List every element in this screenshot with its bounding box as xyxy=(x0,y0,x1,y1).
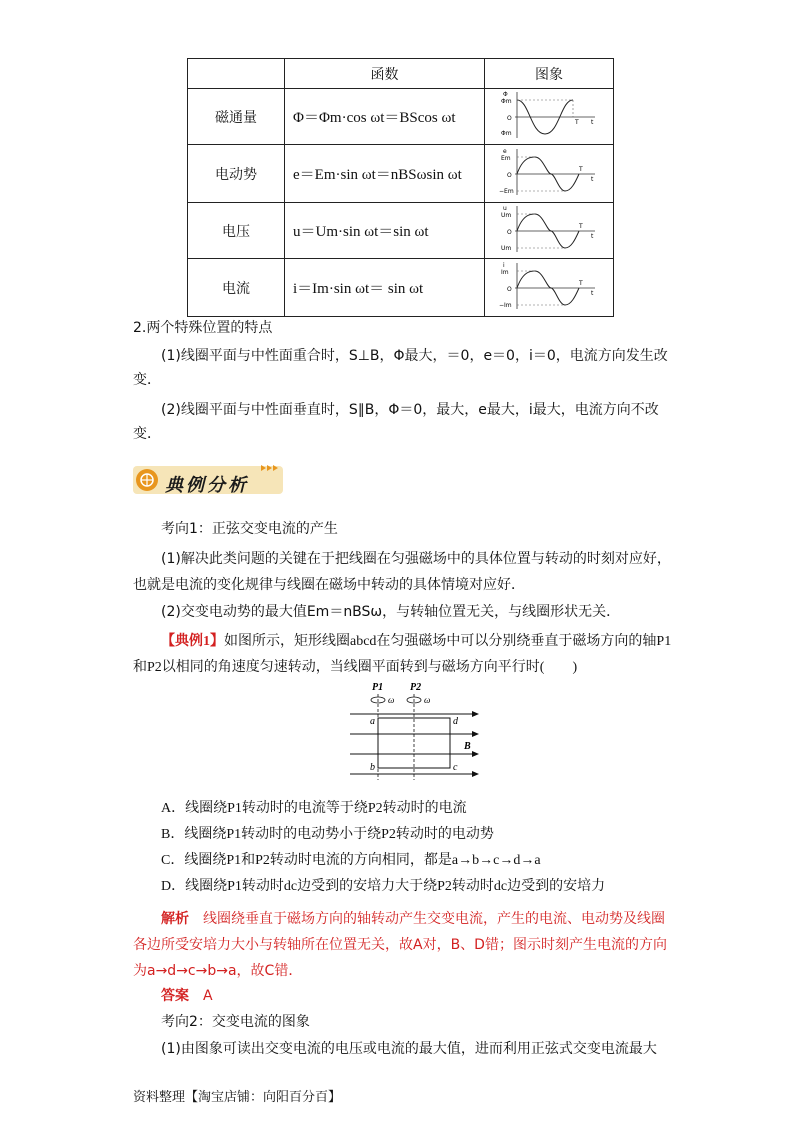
answer-value: A xyxy=(203,988,213,1004)
sin-graph xyxy=(499,261,599,311)
row-name: 电动势 xyxy=(188,145,285,203)
sin-graph xyxy=(499,147,599,197)
paragraph: (1)由图象可读出交变电流的电压或电流的最大值，进而利用正弦式交变电流最大 xyxy=(161,1041,657,1057)
graph-axis-label: i xyxy=(503,261,505,269)
row-formula: e＝Em·sin ωt＝nBSωsin ωt xyxy=(285,145,485,203)
graph-t-label: T xyxy=(579,222,583,230)
answer-label: 答案 xyxy=(161,988,189,1004)
graph-origin-label: O xyxy=(507,171,512,179)
row-name: 电压 xyxy=(188,203,285,259)
graph-min-label: −Em xyxy=(499,187,514,195)
table-row xyxy=(188,259,614,317)
label-a: a xyxy=(370,716,375,727)
graph-cell xyxy=(485,259,614,317)
answer xyxy=(161,986,673,1006)
graph-time-label: t xyxy=(591,232,594,240)
graph-t-label: T xyxy=(579,279,583,287)
graph-min-label: −Im xyxy=(499,301,512,309)
label-B: B xyxy=(464,741,471,752)
graph-min-label: Φm xyxy=(501,129,512,137)
analysis-text: 线圈绕垂直于磁场方向的轴转动产生交变电流，产生的电流、电动势及线圈各边所受安培力大小与转轴所在位置无关，故A对，B、D错；图示时刻产生电流的方向为a→d→c→b→a，故C错． xyxy=(133,911,667,979)
analysis xyxy=(133,906,673,984)
label-omega: ω xyxy=(424,695,431,705)
option-c: C．线圈绕P1和P2转动时电流的方向相同，都是a→b→c→d→a xyxy=(161,853,541,868)
paragraph: (1)线圈平面与中性面重合时，S⊥B，Φ最大，＝0，e＝0，i＝0，电流方向发生改变． xyxy=(133,348,668,388)
graph-axis-label: u xyxy=(503,204,507,212)
example-body: 如图所示，矩形线圈abcd在匀强磁场中可以分别绕垂直于磁场方向的轴P1和P2以相同的角速度匀速转动，当线圈平面转到与磁场方向平行时( ) xyxy=(133,634,672,675)
option-b: B．线圈绕P1转动时的电动势小于绕P2转动时的电动势 xyxy=(161,827,494,842)
row-formula: u＝Um·sin ωt＝sin ωt xyxy=(285,203,485,259)
graph-max-label: Um xyxy=(501,211,512,219)
table-header-row xyxy=(188,59,614,89)
graph-max-label: Φm xyxy=(501,97,512,105)
graph-time-label: t xyxy=(591,175,594,183)
paragraph: (1)解决此类问题的关键在于把线圈在匀强磁场中的具体位置与转动的时刻对应好，也就是电流的变化规律与线圈在磁场中转动的具体情境对应好． xyxy=(133,551,671,593)
section-title: 考向2：交变电流的图象 xyxy=(161,1014,310,1030)
graph-origin-label: O xyxy=(507,228,512,236)
graph-t-label: T xyxy=(575,118,579,126)
example-tag: 【典例1】 xyxy=(161,634,224,649)
label-d: d xyxy=(453,716,458,727)
graph-cell xyxy=(485,89,614,145)
table-row xyxy=(188,203,614,259)
graph-origin-label: O xyxy=(507,285,512,293)
option-d: D．线圈绕P1转动时dc边受到的安培力大于绕P2转动时dc边受到的安培力 xyxy=(161,879,606,894)
example-question xyxy=(133,629,673,681)
graph-cell xyxy=(485,145,614,203)
graph-axis-label: Φ xyxy=(503,90,508,98)
analysis-label: 解析 xyxy=(161,911,189,927)
sin-graph xyxy=(499,204,599,254)
graph-axis-label: e xyxy=(503,147,507,155)
table-header-cell: 函数 xyxy=(285,59,485,89)
graph-t-label: T xyxy=(579,165,583,173)
label-omega: ω xyxy=(388,695,395,705)
graph-min-label: Um xyxy=(501,244,512,252)
label-p2: P2 xyxy=(410,682,422,693)
graph-time-label: t xyxy=(591,289,594,297)
cos-graph xyxy=(499,90,599,140)
formula-table xyxy=(187,58,614,317)
coil-figure xyxy=(340,680,480,784)
section-banner xyxy=(133,462,285,496)
graph-cell xyxy=(485,203,614,259)
graph-origin-label: O xyxy=(507,114,512,122)
row-name: 磁通量 xyxy=(188,89,285,145)
footer-note: 资料整理【淘宝店铺：向阳百分百】 xyxy=(133,1090,342,1105)
graph-time-label: t xyxy=(591,118,594,126)
table-header-cell: 图象 xyxy=(485,59,614,89)
paragraph: (2)交变电动势的最大值Em＝nBSω，与转轴位置无关，与线圈形状无关． xyxy=(161,604,621,620)
row-formula: Φ＝Φm·cos ωt＝BScos ωt xyxy=(285,89,485,145)
banner-title: 典例分析 xyxy=(165,475,249,496)
graph-max-label: Im xyxy=(501,268,509,276)
section-title: 2.两个特殊位置的特点 xyxy=(133,320,273,336)
label-c: c xyxy=(453,762,458,773)
table-row xyxy=(188,145,614,203)
option-a: A．线圈绕P1转动时的电流等于绕P2转动时的电流 xyxy=(161,801,467,816)
section-title: 考向1：正弦交变电流的产生 xyxy=(161,521,338,537)
row-name: 电流 xyxy=(188,259,285,317)
table-header-cell xyxy=(188,59,285,89)
row-formula: i＝Im·sin ωt＝ sin ωt xyxy=(285,259,485,317)
paragraph: (2)线圈平面与中性面垂直时，S∥B，Φ＝0，最大，e最大，i最大，电流方向不改变． xyxy=(133,402,659,442)
label-p1: P1 xyxy=(372,682,384,693)
label-b: b xyxy=(370,762,375,773)
graph-max-label: Em xyxy=(501,154,511,162)
table-row xyxy=(188,89,614,145)
